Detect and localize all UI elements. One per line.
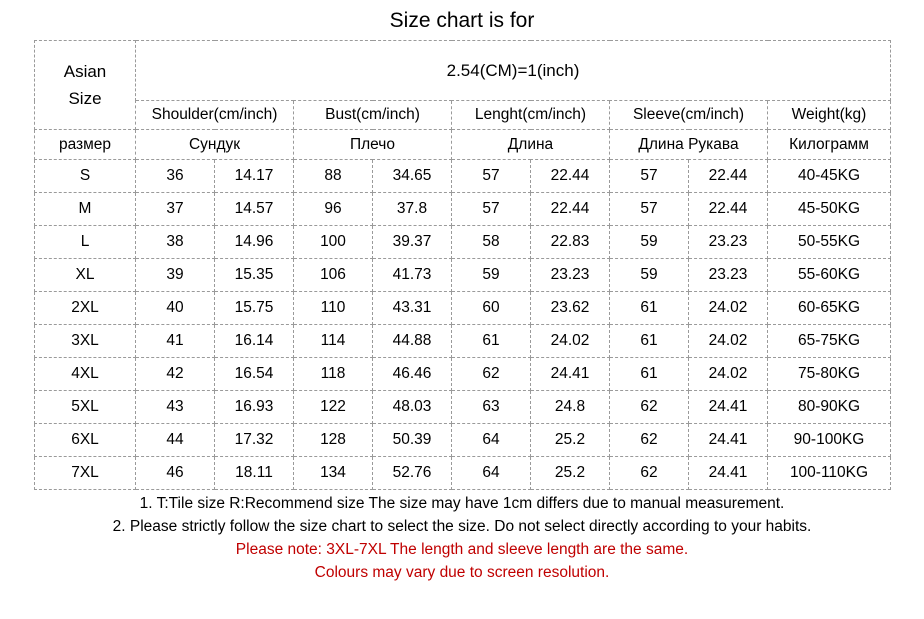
sleeve-inch-cell: 24.41 [689, 424, 768, 457]
ru-bust-header: Плечо [294, 130, 452, 160]
weight-cell: 80-90KG [768, 391, 891, 424]
header-row [35, 41, 891, 101]
bust-header: Bust(cm/inch) [294, 101, 452, 130]
bust-cm-cell: 118 [294, 358, 373, 391]
russian-header-row [35, 130, 891, 160]
sleeve-cm-cell: 61 [610, 292, 689, 325]
length-cm-cell: 61 [452, 325, 531, 358]
size-cell: S [35, 160, 136, 193]
sleeve-cm-cell: 57 [610, 160, 689, 193]
shoulder-cm-cell: 39 [136, 259, 215, 292]
length-cm-cell: 57 [452, 160, 531, 193]
table-row [35, 391, 891, 424]
size-cell: 3XL [35, 325, 136, 358]
size-chart-table [34, 40, 891, 490]
ru-length-header: Длина [452, 130, 610, 160]
sleeve-cm-cell: 59 [610, 259, 689, 292]
length-header: Lenght(cm/inch) [452, 101, 610, 130]
shoulder-inch-cell: 17.32 [215, 424, 294, 457]
size-cell: 5XL [35, 391, 136, 424]
sleeve-inch-cell: 24.41 [689, 391, 768, 424]
sleeve-cm-cell: 62 [610, 391, 689, 424]
length-inch-cell: 24.02 [531, 325, 610, 358]
sleeve-inch-cell: 24.02 [689, 358, 768, 391]
weight-cell: 50-55KG [768, 226, 891, 259]
bust-inch-cell: 50.39 [373, 424, 452, 457]
length-cm-cell: 62 [452, 358, 531, 391]
sleeve-inch-cell: 22.44 [689, 193, 768, 226]
shoulder-cm-cell: 46 [136, 457, 215, 490]
length-inch-cell: 24.8 [531, 391, 610, 424]
sleeve-cm-cell: 62 [610, 424, 689, 457]
sleeve-cm-cell: 59 [610, 226, 689, 259]
bust-inch-cell: 39.37 [373, 226, 452, 259]
sleeve-cm-cell: 62 [610, 457, 689, 490]
ru-size-header: размер [35, 130, 136, 160]
shoulder-cm-cell: 36 [136, 160, 215, 193]
sleeve-inch-cell: 24.41 [689, 457, 768, 490]
length-cm-cell: 63 [452, 391, 531, 424]
shoulder-inch-cell: 14.96 [215, 226, 294, 259]
size-cell: 6XL [35, 424, 136, 457]
size-cell: XL [35, 259, 136, 292]
shoulder-inch-cell: 16.93 [215, 391, 294, 424]
shoulder-inch-cell: 18.11 [215, 457, 294, 490]
shoulder-cm-cell: 43 [136, 391, 215, 424]
sleeve-inch-cell: 23.23 [689, 259, 768, 292]
column-header-row [35, 101, 891, 130]
weight-header: Weight(kg) [768, 101, 891, 130]
length-inch-cell: 22.44 [531, 193, 610, 226]
table-row [35, 193, 891, 226]
bust-cm-cell: 96 [294, 193, 373, 226]
page-title: Size chart is for [389, 9, 535, 32]
length-cm-cell: 58 [452, 226, 531, 259]
shoulder-inch-cell: 16.14 [215, 325, 294, 358]
table-row [35, 292, 891, 325]
shoulder-cm-cell: 37 [136, 193, 215, 226]
length-cm-cell: 64 [452, 424, 531, 457]
sleeve-header: Sleeve(cm/inch) [610, 101, 768, 130]
weight-cell: 75-80KG [768, 358, 891, 391]
bust-inch-cell: 44.88 [373, 325, 452, 358]
length-cm-cell: 57 [452, 193, 531, 226]
sleeve-inch-cell: 22.44 [689, 160, 768, 193]
sleeve-inch-cell: 23.23 [689, 226, 768, 259]
length-cm-cell: 60 [452, 292, 531, 325]
table-row [35, 424, 891, 457]
length-inch-cell: 22.83 [531, 226, 610, 259]
sleeve-cm-cell: 61 [610, 358, 689, 391]
bust-cm-cell: 134 [294, 457, 373, 490]
bust-cm-cell: 106 [294, 259, 373, 292]
bust-inch-cell: 43.31 [373, 292, 452, 325]
bust-inch-cell: 41.73 [373, 259, 452, 292]
length-inch-cell: 22.44 [531, 160, 610, 193]
weight-cell: 65-75KG [768, 325, 891, 358]
bust-cm-cell: 100 [294, 226, 373, 259]
shoulder-header: Shoulder(cm/inch) [136, 101, 294, 130]
shoulder-cm-cell: 40 [136, 292, 215, 325]
ru-sleeve-header: Длина Рукава [610, 130, 768, 160]
table-row [35, 259, 891, 292]
note-line-1: 1. T:Tile size R:Recommend size The size may have 1cm differs due to manual measurement. [139, 495, 785, 512]
length-inch-cell: 25.2 [531, 457, 610, 490]
shoulder-inch-cell: 14.17 [215, 160, 294, 193]
weight-cell: 55-60KG [768, 259, 891, 292]
sleeve-cm-cell: 57 [610, 193, 689, 226]
asian-size-label-2: Size [68, 89, 102, 108]
asian-size-label-1: Asian [63, 62, 107, 81]
shoulder-cm-cell: 38 [136, 226, 215, 259]
bust-cm-cell: 128 [294, 424, 373, 457]
size-cell: 7XL [35, 457, 136, 490]
bust-inch-cell: 34.65 [373, 160, 452, 193]
length-inch-cell: 25.2 [531, 424, 610, 457]
weight-cell: 90-100KG [768, 424, 891, 457]
bust-inch-cell: 48.03 [373, 391, 452, 424]
table-row [35, 325, 891, 358]
weight-cell: 40-45KG [768, 160, 891, 193]
bust-inch-cell: 52.76 [373, 457, 452, 490]
table-row [35, 160, 891, 193]
sleeve-cm-cell: 61 [610, 325, 689, 358]
weight-cell: 60-65KG [768, 292, 891, 325]
bust-cm-cell: 114 [294, 325, 373, 358]
shoulder-inch-cell: 16.54 [215, 358, 294, 391]
ru-weight-header: Килограмм [768, 130, 891, 160]
shoulder-inch-cell: 15.75 [215, 292, 294, 325]
shoulder-inch-cell: 15.35 [215, 259, 294, 292]
bust-cm-cell: 110 [294, 292, 373, 325]
table-row [35, 358, 891, 391]
sleeve-inch-cell: 24.02 [689, 325, 768, 358]
shoulder-cm-cell: 42 [136, 358, 215, 391]
shoulder-cm-cell: 41 [136, 325, 215, 358]
table-row [35, 457, 891, 490]
ru-shoulder-header: Сундук [136, 130, 294, 160]
bust-inch-cell: 37.8 [373, 193, 452, 226]
unit-conversion-header: 2.54(CM)=1(inch) [136, 41, 891, 101]
asian-size-header [35, 41, 136, 130]
size-cell: M [35, 193, 136, 226]
note-line-2: 2. Please strictly follow the size chart to select the size. Do not select directly according to your habits. [112, 518, 812, 535]
note-line-4: Colours may vary due to screen resolution. [314, 564, 610, 581]
length-cm-cell: 64 [452, 457, 531, 490]
bust-cm-cell: 122 [294, 391, 373, 424]
weight-cell: 45-50KG [768, 193, 891, 226]
notes-block [0, 492, 924, 584]
size-cell: L [35, 226, 136, 259]
shoulder-cm-cell: 44 [136, 424, 215, 457]
size-cell: 2XL [35, 292, 136, 325]
length-inch-cell: 23.62 [531, 292, 610, 325]
shoulder-inch-cell: 14.57 [215, 193, 294, 226]
length-inch-cell: 24.41 [531, 358, 610, 391]
weight-cell: 100-110KG [768, 457, 891, 490]
bust-cm-cell: 88 [294, 160, 373, 193]
bust-inch-cell: 46.46 [373, 358, 452, 391]
note-line-3: Please note: 3XL-7XL The length and sleeve length are the same. [235, 541, 689, 558]
sleeve-inch-cell: 24.02 [689, 292, 768, 325]
length-inch-cell: 23.23 [531, 259, 610, 292]
length-cm-cell: 59 [452, 259, 531, 292]
size-cell: 4XL [35, 358, 136, 391]
table-row [35, 226, 891, 259]
